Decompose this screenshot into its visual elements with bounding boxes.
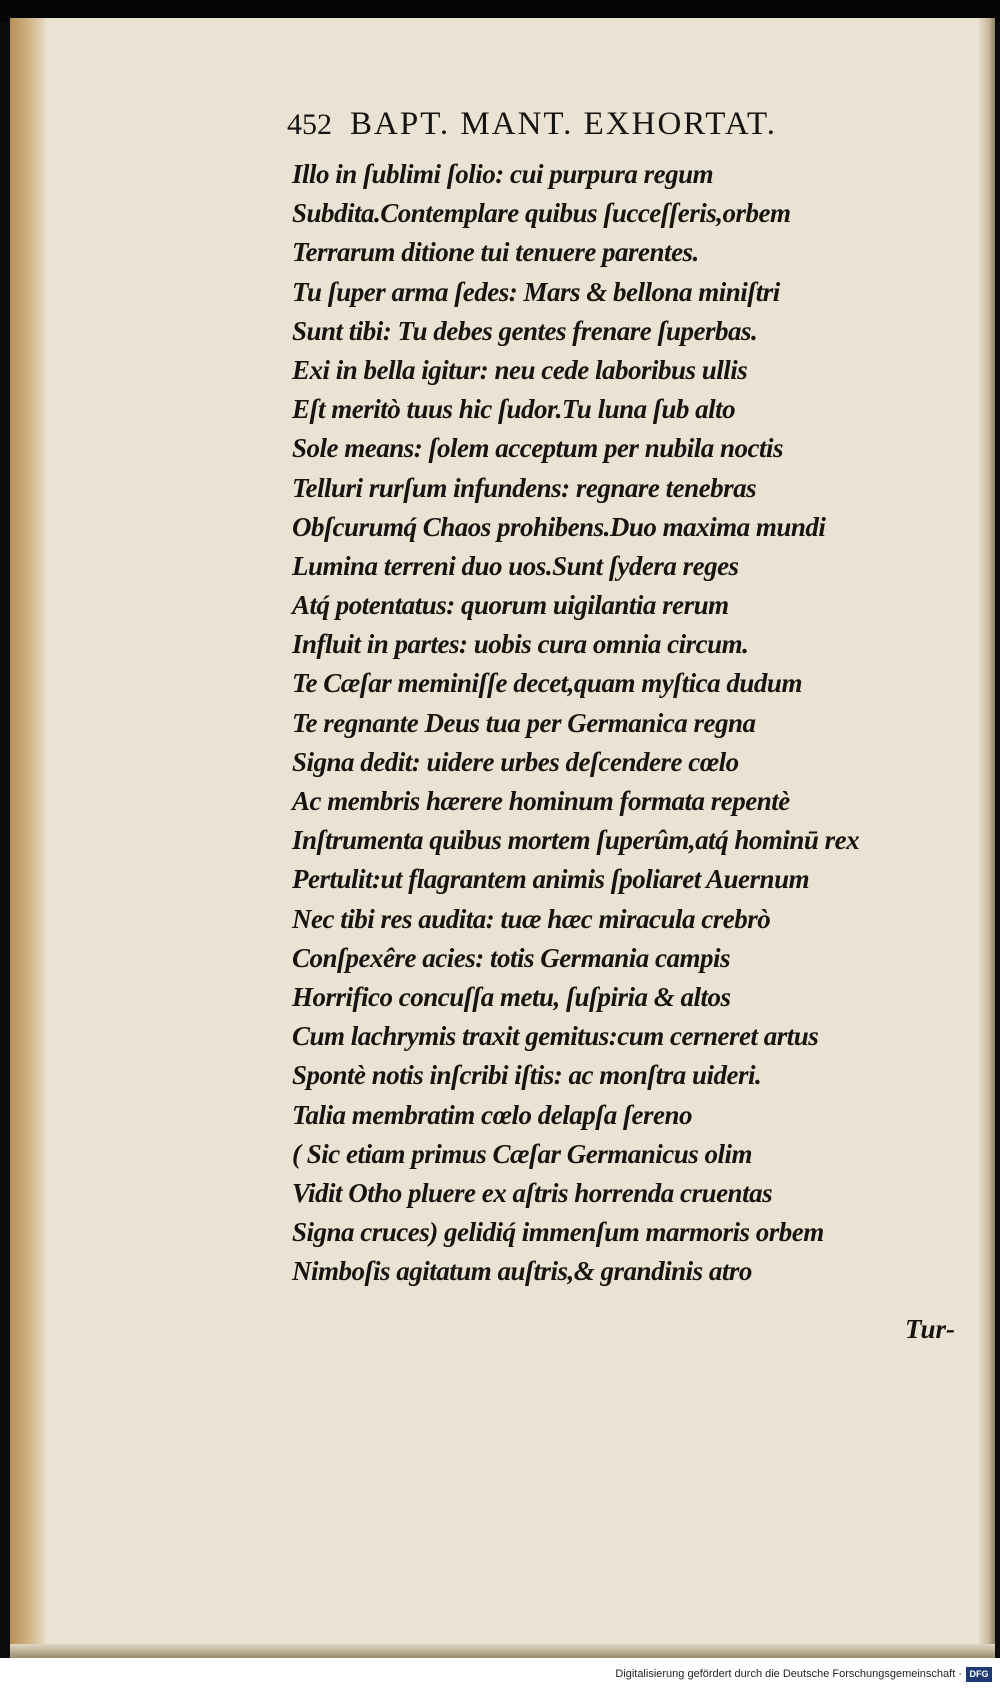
verse-line: Talia membratim cœlo delapſa ſereno (292, 1099, 692, 1130)
verse-line: Terrarum ditione tui tenuere parentes. (292, 237, 699, 268)
verse-line: Inſtrumenta quibus mortem ſuperûm,atq́ hominū rex (292, 825, 860, 856)
verse-line: Te Cæſar meminiſſe decet,quam myſtica dudum (292, 668, 802, 699)
verse-line: Sole means: ſolem acceptum per nubila noctis (292, 433, 783, 464)
funding-credit: Digitalisierung gefördert durch die Deutsche Forschungsgemeinschaft · (615, 1668, 962, 1680)
verse-line: Exi in bella igitur: neu cede laboribus ullis (292, 354, 748, 385)
verse-line: Signa cruces) gelidiq́ immenſum marmoris orbem (292, 1217, 824, 1248)
running-title: BAPT. MANT. EXHORTAT. (350, 106, 777, 142)
verse-line: Telluri rurſum infundens: regnare tenebras (292, 472, 757, 503)
page-fore-edge (979, 18, 995, 1658)
verse-line: Influit in partes: uobis cura omnia circum. (292, 629, 749, 660)
verse-line: Cum lachrymis traxit gemitus:cum cerneret artus (292, 1021, 819, 1052)
page-number: 452 (287, 108, 332, 141)
verse-line: Obſcurumq́ Chaos prohibens.Duo maxima mundi (292, 511, 826, 542)
verse-line: Nimboſis agitatum auſtris,& grandinis atro (292, 1256, 752, 1287)
verse-line: Signa dedit: uidere urbes deſcendere cœlo (292, 746, 739, 777)
verse-line: Nec tibi res audita: tuæ hæc miracula crebrò (292, 903, 771, 934)
verse-line: Illo in ſublimi ſolio: cui purpura regum (292, 159, 714, 189)
digitization-footer (0, 1658, 1000, 1693)
verse-list (292, 155, 859, 1291)
catchword: Tur- (905, 1314, 956, 1344)
dfg-logo-icon: DFG (966, 1667, 992, 1682)
verse-line: Spontè notis inſcribi iſtis: ac monſtra uideri. (292, 1060, 762, 1091)
verse-line: Lumina terreni duo uos.Sunt ſydera reges (292, 550, 739, 581)
verse-line: Te regnante Deus tua per Germanica regna (292, 707, 756, 738)
verse-line: Atq́ potentatus: quorum uigilantia rerum (292, 590, 729, 621)
verse-line: Conſpexêre acies: totis Germania campis (292, 942, 730, 973)
verse-line: ( Sic etiam primus Cæſar Germanicus olim (292, 1138, 753, 1169)
page-spine-shadow (10, 18, 46, 1658)
verse-line: Vidit Otho pluere ex aſtris horrenda cruentas (292, 1177, 773, 1208)
verse-line: Tu ſuper arma ſedes: Mars & bellona miniſtri (292, 276, 780, 307)
verse-line: Eſt meritò tuus hic ſudor.Tu luna ſub alto (292, 394, 736, 425)
verse-line: Sunt tibi: Tu debes gentes frenare ſuperbas. (292, 315, 758, 346)
verse-line: Pertulit:ut flagrantem animis ſpoliaret Auernum (292, 864, 810, 895)
page-bottom-edge (10, 1644, 995, 1658)
page-header (287, 106, 777, 143)
verse-line: Ac membris hærere hominum formata repentè (292, 786, 790, 816)
verse-line: Subdita.Contemplare quibus ſucceſſeris,orbem (292, 198, 791, 229)
verse-line: Horrifico concuſſa metu, ſuſpiria & altos (292, 981, 731, 1012)
